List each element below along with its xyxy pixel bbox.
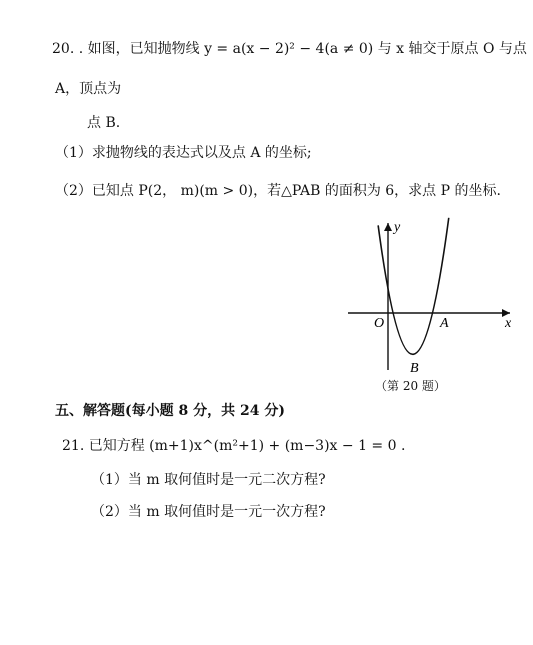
q20-part1: （1）求抛物线的表达式以及点 A 的坐标; bbox=[55, 145, 312, 161]
q20-part2: （2）已知点 P(2， m)(m > 0)，若△PAB 的面积为 6，求点 P 的坐标. bbox=[55, 183, 501, 199]
parabola-curve bbox=[378, 218, 449, 355]
q20-line2: A，顶点为 bbox=[55, 81, 122, 97]
label-A: A bbox=[440, 316, 449, 331]
q21-part2: （2）当 m 取何值时是一元一次方程? bbox=[91, 504, 326, 520]
label-B: B bbox=[410, 361, 419, 376]
q20-line3: 点 B. bbox=[87, 115, 121, 131]
y-axis-arrow bbox=[384, 223, 392, 231]
label-O: O bbox=[374, 316, 385, 331]
label-x: x bbox=[505, 316, 512, 331]
q20-line1: 20. . 如图，已知抛物线 y = a(x − 2)² − 4(a ≠ 0) 与 x 轴交于原点 O 与点 bbox=[52, 41, 527, 57]
q21-part1: （1）当 m 取何值时是一元二次方程? bbox=[91, 472, 326, 488]
figure-caption: （第 20 题） bbox=[375, 379, 446, 393]
q21-stem: 21. 已知方程 (m+1)x^(m²+1) + (m−3)x − 1 = 0 . bbox=[62, 438, 406, 454]
parabola-figure bbox=[340, 215, 520, 380]
label-y: y bbox=[394, 220, 401, 235]
section-title: 五、解答题(每小题 8 分，共 24 分) bbox=[55, 403, 285, 419]
